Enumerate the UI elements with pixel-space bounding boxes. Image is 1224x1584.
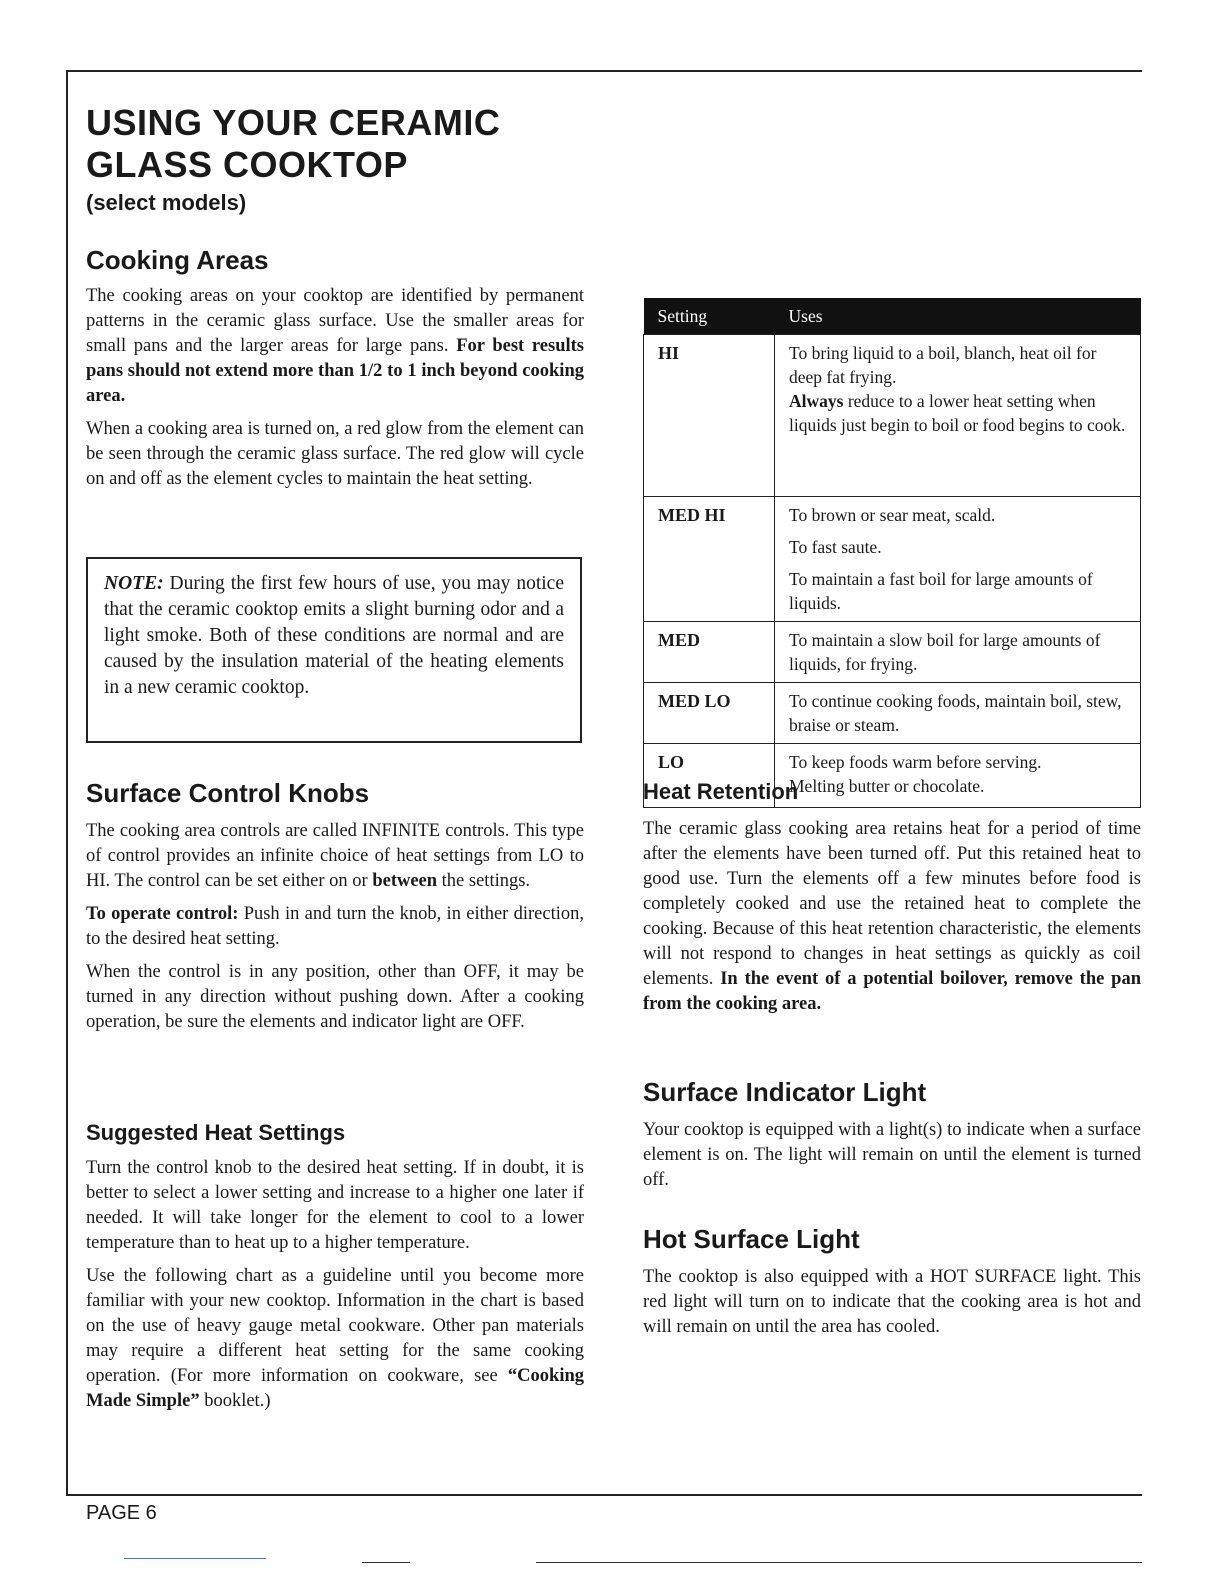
scan-artifact-line bbox=[536, 1562, 1142, 1563]
uses-bold: Always bbox=[789, 391, 844, 411]
setting-cell: MED LO bbox=[644, 683, 775, 744]
note-paragraph bbox=[104, 571, 564, 701]
cooking-areas-paragraph-2: When a cooking area is turned on, a red glow from the element can be seen through the ceramic glass surface. The red glow will cycle on and off as the element cycles to maintain the heat setting. bbox=[86, 419, 584, 489]
surface-control-paragraph-1 bbox=[86, 819, 584, 894]
surface-control-end: the settings. bbox=[437, 871, 531, 891]
operate-control-label: To operate control: bbox=[86, 904, 239, 924]
indicator-paragraph: Your cooktop is equipped with a light(s) to indicate when a surface element is on. The light will remain on until the element is turned off. bbox=[643, 1120, 1141, 1190]
page-subtitle: (select models) bbox=[86, 190, 247, 215]
uses-cell bbox=[775, 335, 1141, 497]
surface-control-text: The cooking area controls are called INFINITE controls. This type of control provides an infinite choice of heat settings from LO to HI. The control can be set either on or bbox=[86, 821, 584, 891]
hot-surface-section bbox=[643, 1224, 1141, 1340]
left-rule bbox=[66, 70, 68, 1494]
cooking-areas-paragraph-1 bbox=[86, 284, 584, 409]
heat-settings-table-wrap bbox=[643, 298, 1141, 808]
heat-retention-paragraph bbox=[643, 817, 1141, 1017]
uses-cell bbox=[775, 497, 1141, 622]
surface-control-bold: between bbox=[372, 871, 438, 891]
cooking-areas-section bbox=[86, 245, 584, 492]
setting-cell: MED HI bbox=[644, 497, 775, 622]
column-header-setting: Setting bbox=[644, 298, 775, 335]
heat-retention-text: The ceramic glass cooking area retains heat for a period of time after the elements have been turned off. Put this retained heat to good use. Turn the elements off a few minutes before food is completely cooked and use the retained heat to complete the cooking. Because of this heat retention characteristic, the elements will not respond to changes in heat settings as quickly as coil elements. bbox=[643, 819, 1141, 989]
uses-cell bbox=[775, 683, 1141, 744]
heat-settings-table bbox=[643, 298, 1141, 808]
hot-surface-heading: Hot Surface Light bbox=[643, 1224, 860, 1254]
cooking-areas-text: The cooking areas on your cooktop are identified by permanent patterns in the ceramic glass surface. Use the smaller areas for small pans and the larger areas for large pans. bbox=[86, 286, 584, 356]
uses-line: To maintain a fast boil for large amounts of liquids. bbox=[789, 569, 1093, 613]
column-header-uses: Uses bbox=[775, 298, 1141, 335]
title-block bbox=[86, 102, 606, 216]
heat-retention-heading: Heat Retention bbox=[643, 779, 799, 804]
surface-control-paragraph-2 bbox=[86, 902, 584, 952]
uses-cell bbox=[775, 622, 1141, 683]
cooking-areas-bold: For best results pans should not extend more than 1/2 to 1 inch beyond cooking area. bbox=[86, 336, 584, 406]
table-header-row bbox=[644, 298, 1141, 335]
bottom-rule bbox=[66, 1494, 1142, 1496]
uses-line: To fast saute. bbox=[789, 537, 882, 557]
suggested-heading: Suggested Heat Settings bbox=[86, 1120, 346, 1145]
uses-line: Melting butter or chocolate. bbox=[789, 776, 985, 796]
suggested-bold: “Cooking Made Simple” bbox=[86, 1366, 584, 1411]
table-row bbox=[644, 497, 1141, 622]
note-text: During the first few hours of use, you may notice that the ceramic cooktop emits a slight burning odor and a light smoke. Both of these conditions are normal and are caused by the insulation material of the heating elements in a new ceramic cooktop. bbox=[104, 573, 564, 698]
indicator-heading: Surface Indicator Light bbox=[643, 1077, 927, 1107]
uses-text: reduce to a lower heat setting when liquids just begin to boil or food begins to cook. bbox=[789, 391, 1126, 435]
hot-surface-paragraph: The cooktop is also equipped with a HOT SURFACE light. This red light will turn on to indicate that the cooking area is hot and will remain on until the area has cooled. bbox=[643, 1267, 1141, 1337]
indicator-section bbox=[643, 1077, 1141, 1193]
uses-line: To brown or sear meat, scald. bbox=[789, 505, 996, 525]
scan-artifact-line bbox=[362, 1562, 410, 1563]
uses-line: To maintain a slow boil for large amounts of liquids, for frying. bbox=[789, 630, 1101, 674]
suggested-paragraph-1: Turn the control knob to the desired heat setting. If in doubt, it is better to select a lower setting and increase to a higher one later if needed. It will take longer for the element to cool to a lower temperature than to heat up to a higher temperature. bbox=[86, 1158, 584, 1253]
uses-line: To bring liquid to a boil, blanch, heat oil for deep fat frying. bbox=[789, 343, 1097, 387]
note-label: NOTE: bbox=[104, 573, 164, 594]
scan-artifact-line bbox=[124, 1558, 266, 1559]
setting-cell: LO bbox=[644, 744, 775, 808]
uses-line bbox=[789, 389, 1126, 437]
heat-retention-section bbox=[643, 779, 1141, 1017]
surface-control-paragraph-3: When the control is in any position, other than OFF, it may be turned in any direction without pushing down. After a cooking operation, be sure the elements and indicator light are OFF. bbox=[86, 962, 584, 1032]
table-row bbox=[644, 683, 1141, 744]
suggested-section bbox=[86, 1120, 584, 1414]
setting-cell: MED bbox=[644, 622, 775, 683]
suggested-paragraph-2 bbox=[86, 1264, 584, 1414]
uses-line: To keep foods warm before serving. bbox=[789, 752, 1042, 772]
setting-cell: HI bbox=[644, 335, 775, 497]
page-number: PAGE 6 bbox=[86, 1502, 157, 1524]
surface-control-section bbox=[86, 778, 584, 1035]
top-rule bbox=[66, 70, 1142, 72]
uses-line: To continue cooking foods, maintain boil, stew, braise or steam. bbox=[789, 691, 1122, 735]
page-title-line2: GLASS COOKTOP bbox=[86, 144, 408, 185]
suggested-end: booklet.) bbox=[199, 1391, 271, 1411]
table-row bbox=[644, 622, 1141, 683]
suggested-text: Use the following chart as a guideline until you become more familiar with your new cooktop. Information in the chart is based on the use of heavy gauge metal cookware. Other pan materials may require a different heat setting for the same cooking operation. (For more information on cookware, see bbox=[86, 1266, 584, 1386]
table-row bbox=[644, 335, 1141, 497]
heat-retention-bold: In the event of a potential boilover, remove the pan from the cooking area. bbox=[643, 969, 1142, 1014]
operate-control-text: Push in and turn the knob, in either direction, to the desired heat setting. bbox=[86, 904, 585, 949]
surface-control-heading: Surface Control Knobs bbox=[86, 778, 370, 808]
cooking-areas-heading: Cooking Areas bbox=[86, 245, 269, 275]
page-title-line1: USING YOUR CERAMIC bbox=[86, 102, 501, 143]
note-box bbox=[86, 557, 582, 743]
